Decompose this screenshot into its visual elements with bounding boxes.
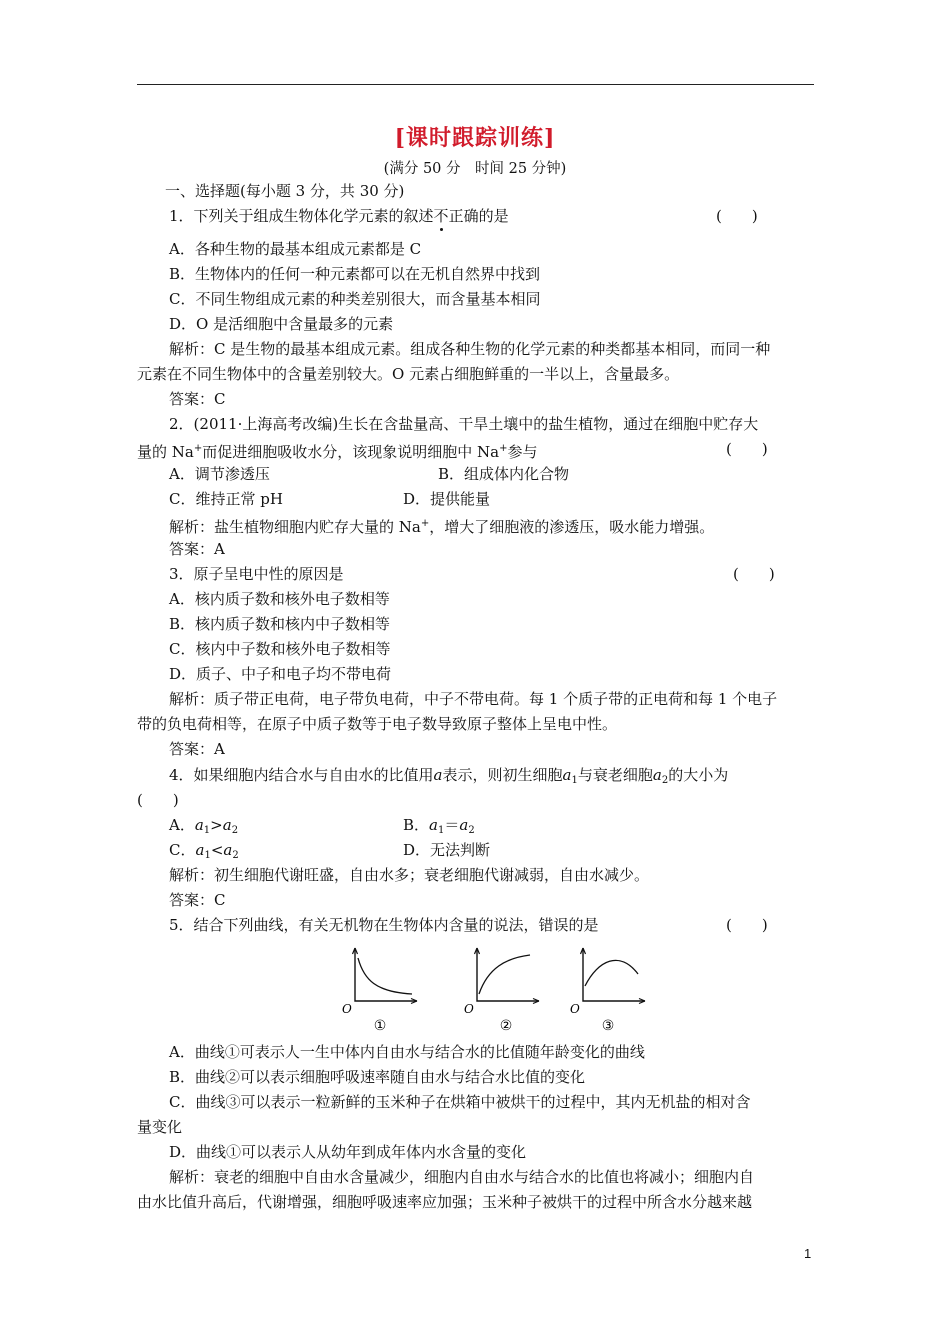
q4-sub-2: 2 (661, 775, 669, 786)
q1-explanation-1: 解析：C 是生物的最基本组成元素。组成各种生物的化学元素的种类都基本相同，而同一种 (169, 340, 771, 358)
q4-stem-a: 4．如果细胞内结合水与自由水的比值用 (169, 766, 434, 784)
graph-3-curve (585, 960, 638, 986)
q2-exp-b: ，增大了细胞液的渗透压，吸水能力增强。 (429, 518, 715, 536)
graph-1-label: ① (373, 1018, 387, 1034)
q4-stem (169, 765, 728, 791)
q1-stem-a: 1．下列关于组成生物体化学元素的叙述 (169, 207, 434, 225)
q1-answer-bracket: ( ) (716, 207, 758, 225)
graph-2-label: ② (499, 1018, 513, 1034)
q4-explanation: 解析：初生细胞代谢旺盛，自由水多；衰老细胞代谢减弱，自由水减少。 (169, 866, 650, 884)
q2-stem-2c: 参与 (507, 443, 538, 461)
q2-stem-2a: 量的 Na (137, 443, 194, 461)
q4-a-sub2: 2 (231, 825, 239, 836)
curve-graph-3 (568, 946, 648, 1036)
q2-option-c: C．维持正常 pH (169, 490, 283, 508)
q5-option-a: A．曲线①可表示人一生中体内自由水与结合水的比值随年龄变化的曲线 (169, 1043, 645, 1061)
graph-1-origin: O (342, 1002, 352, 1016)
q4-option-c (169, 840, 239, 866)
q3-explanation-2: 带的负电荷相等，在原子中质子数等于电子数导致原子整体上呈电中性。 (137, 715, 618, 733)
q4-option-d: D．无法判断 (403, 841, 491, 859)
graph-3-arrows (581, 948, 646, 1004)
section-heading: 一、选择题(每小题 3 分，共 30 分) (165, 182, 405, 200)
q4-c-var1: a (195, 841, 205, 859)
q5-option-b: B．曲线②可以表示细胞呼吸速率随自由水与结合水比值的变化 (169, 1068, 586, 1086)
q4-c-var2: a (223, 841, 233, 859)
curve-graph-1 (340, 946, 420, 1036)
q2-sup-1: + (193, 443, 203, 454)
q4-c-op: < (210, 841, 224, 859)
graph-1-curve (358, 958, 412, 994)
q3-answer-bracket: ( ) (733, 565, 775, 583)
q2-stem-2b: 而促进细胞吸收水分，该现象说明细胞中 Na (202, 443, 500, 461)
q4-stem-c: 与衰老细胞 (577, 766, 653, 784)
q4-b-var2: a (459, 816, 469, 834)
q2-stem-2 (137, 439, 537, 462)
q5-option-d: D．曲线①可以表示人从幼年到成年体内水含量的变化 (169, 1143, 527, 1161)
page-title: [课时跟踪训练] (394, 125, 556, 151)
q1-emphasis: 不 (433, 207, 449, 225)
q5-option-c-1: C．曲线③可以表示一粒新鲜的玉米种子在烘箱中被烘干的过程中，其内无机盐的相对含 (169, 1093, 751, 1111)
q1-option-d: D．O 是活细胞中含量最多的元素 (169, 315, 394, 333)
q4-stem-b: 表示，则初生细胞 (442, 766, 563, 784)
curve-graph-2 (462, 946, 542, 1036)
q1-stem-b: 正确的是 (448, 207, 509, 225)
q2-explanation (169, 514, 714, 537)
q5-option-c-2: 量变化 (137, 1118, 183, 1136)
graph-2-arrows (475, 948, 540, 1004)
q4-b-label: B． (403, 816, 430, 834)
q3-option-d: D．质子、中子和电子均不带电荷 (169, 665, 392, 683)
q4-c-sub2: 2 (232, 850, 239, 861)
q2-sup-2: + (499, 443, 508, 454)
q2-answer-bracket: ( ) (726, 440, 768, 458)
q1-explanation-2: 元素在不同生物体中的含量差别较大。O 元素占细胞鲜重的一半以上，含量最多。 (137, 365, 680, 383)
q2-exp-a: 解析：盐生植物细胞内贮存大量的 Na (169, 518, 421, 536)
q4-b-sub2: 2 (468, 825, 475, 836)
q5-explanation-2: 由水比值升高后，代谢增强，细胞呼吸速率应加强；玉米种子被烘干的过程中所含水分越来越 (137, 1193, 753, 1211)
q3-option-b: B．核内质子数和核内中子数相等 (169, 615, 391, 633)
q4-var-a: a (433, 766, 443, 784)
q4-a-var2: a (222, 816, 232, 834)
q3-stem: 3．原子呈电中性的原因是 (169, 565, 344, 583)
graph-2-origin: O (464, 1002, 474, 1016)
q4-a-var1: a (194, 816, 204, 834)
q5-stem: 5．结合下列曲线，有关无机物在生物体内含量的说法，错误的是 (169, 916, 599, 934)
graph-3-origin: O (570, 1002, 580, 1016)
q4-c-label: C． (169, 841, 196, 859)
q4-option-b (403, 815, 475, 841)
q3-option-a: A．核内质子数和核外电子数相等 (169, 590, 390, 608)
q1-stem (169, 206, 509, 226)
q1-option-b: B．生物体内的任何一种元素都可以在无机自然界中找到 (169, 265, 541, 283)
q4-a-sub1: 1 (203, 825, 211, 836)
page-number: 1 (804, 1246, 812, 1261)
graph-2-axes (477, 948, 539, 1001)
q4-answer-bracket: ( ) (137, 791, 179, 809)
q4-answer: 答案：C (169, 891, 226, 909)
graph-2-curve (479, 955, 530, 994)
graph-1-arrows (353, 948, 418, 1004)
q4-stem-d: 的大小为 (668, 766, 729, 784)
q2-option-b: B．组成体内化合物 (438, 465, 570, 483)
q4-var-a2: a (652, 766, 662, 784)
q4-b-op: ＝ (444, 816, 460, 834)
q3-explanation-1: 解析：质子带正电荷，电子带负电荷，中子不带电荷。每 1 个质子带的正电荷和每 1 个电子 (169, 690, 778, 708)
q2-option-d: D．提供能量 (403, 490, 491, 508)
q3-answer: 答案：A (169, 740, 225, 758)
q1-option-c: C．不同生物组成元素的种类差别很大，而含量基本相同 (169, 290, 541, 308)
q5-explanation-1: 解析：衰老的细胞中自由水含量减少，细胞内自由水与结合水的比值也将减小；细胞内自 (169, 1168, 755, 1186)
graph-3-label: ③ (601, 1018, 615, 1034)
q4-c-sub1: 1 (204, 850, 211, 861)
q3-option-c: C．核内中子数和核外电子数相等 (169, 640, 391, 658)
q2-stem-1: 2．(2011·上海高考改编)生长在含盐量高、干旱土壤中的盐生植物，通过在细胞中贮存大 (169, 415, 759, 433)
q1-option-a: A．各种生物的最基本组成元素都是 C (169, 240, 422, 258)
q1-answer: 答案：C (169, 390, 226, 408)
q2-answer: 答案：A (169, 540, 225, 558)
q4-a-label: A． (169, 816, 195, 834)
q4-b-var1: a (429, 816, 438, 834)
q2-exp-sup: + (420, 518, 430, 529)
page-subtitle: (满分 50 分 时间 25 分钟) (383, 161, 567, 177)
q4-sub-1: 1 (571, 775, 578, 786)
q4-a-op: > (210, 816, 223, 834)
q4-b-sub1: 1 (437, 825, 445, 836)
q2-option-a: A．调节渗透压 (169, 465, 270, 483)
q4-var-a1: a (562, 766, 572, 784)
q5-answer-bracket: ( ) (726, 916, 768, 934)
header-rule (137, 84, 814, 85)
q4-option-a (169, 815, 238, 841)
